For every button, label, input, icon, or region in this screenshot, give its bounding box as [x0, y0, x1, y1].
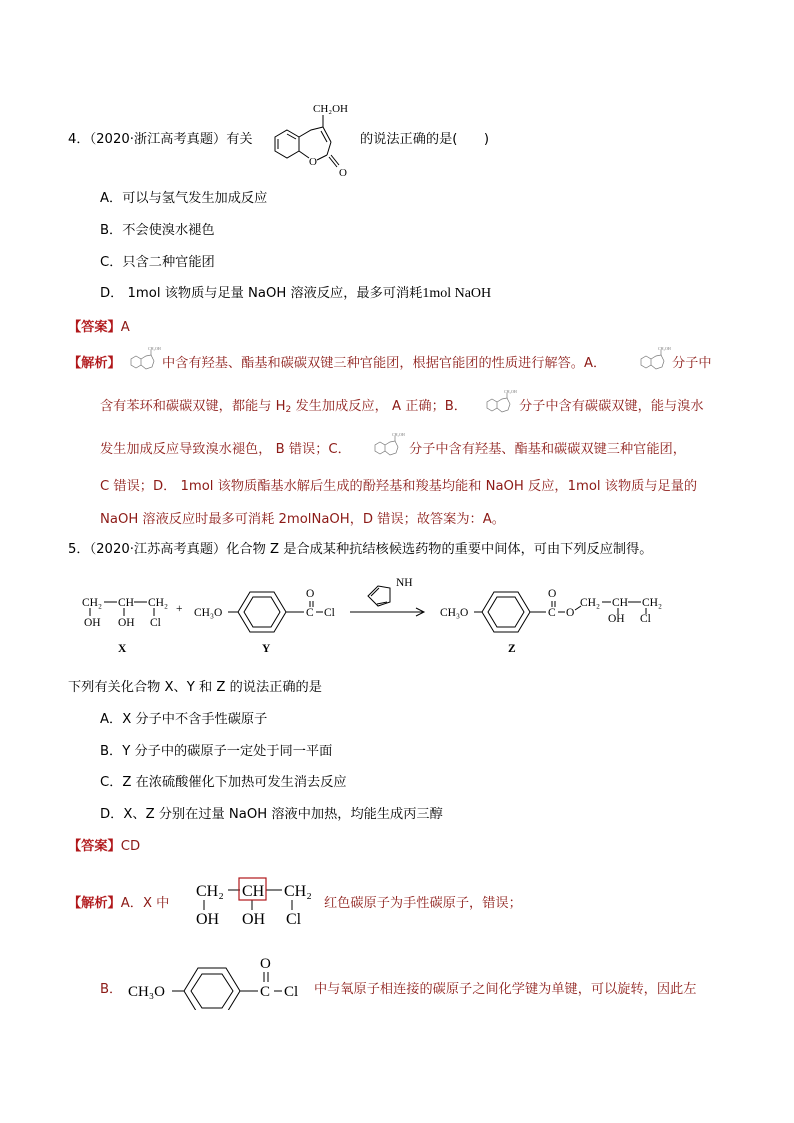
- y-cl: Cl: [324, 607, 335, 619]
- q4-analysis-text-3b: 分子中含有羟基、酯基和碳碳双键三种官能团，: [409, 442, 686, 457]
- z-c: C: [548, 607, 556, 619]
- x-cl: Cl: [150, 617, 161, 629]
- q4-analysis-text-1b: 分子中: [672, 356, 712, 371]
- q4-mol-label-ch2oh: CH₂OH: [313, 103, 349, 115]
- catalyst-nh: NH: [396, 577, 413, 589]
- y-ch3o: CH₃O: [194, 607, 223, 619]
- q4-answer-tag: 【答案】: [68, 320, 121, 335]
- q4-source: （2020·浙江高考真题）: [89, 132, 227, 147]
- q5-answer-value: CD: [120, 839, 141, 854]
- q4-analysis-h2-subscript: 2: [285, 405, 292, 415]
- svg-text:CH₂OH: CH₂OH: [392, 432, 405, 437]
- ay-o: O: [260, 956, 271, 972]
- q4-answer: [68, 316, 130, 335]
- q4-analysis-tag: 【解析】: [68, 356, 121, 371]
- ax-ch2-2: CH₂: [284, 883, 312, 900]
- q4-mini-molecule-2: [638, 346, 672, 372]
- q4-option-d: [100, 282, 491, 302]
- q4-analysis-text-2b: 发生加成反应， A 正确；B．: [291, 399, 467, 414]
- x-ch2-2: CH₂: [148, 597, 168, 609]
- q5-question: 下列有关化合物 X、Y 和 Z 的说法正确的是: [68, 680, 322, 695]
- q5-analysis-tag: 【解析】: [68, 896, 121, 911]
- ay-ch3o: CH₃O: [128, 984, 165, 1000]
- z-o-carbonyl: O: [548, 588, 557, 600]
- q5-stem: 化合物 Z 是合成某种抗结核候选药物的重要中间体，可由下列反应制得。: [226, 542, 653, 557]
- y-c: C: [306, 607, 314, 619]
- compound-z-label: Z: [508, 643, 516, 655]
- q4-option-d-text: D． 1mol 该物质与足量 NaOH 溶液反应，最多可消耗: [100, 286, 423, 301]
- ax-oh-1: OH: [196, 911, 220, 928]
- q4-analysis-text-3a: 发生加成反应导致溴水褪色， B 错误；C．: [100, 442, 351, 457]
- q5-stem-line: [68, 538, 652, 557]
- ax-ch2-1: CH₂: [196, 883, 224, 900]
- z-ch2-1: CH₂: [580, 597, 600, 609]
- q4-molecule-structure: [265, 100, 357, 178]
- q5-analysis-b-suffix: 中与氧原子相连接的碳原子之间化学键为单键，可以旋转，因此左: [314, 982, 697, 997]
- q5-analysis-b-prefix: B．: [100, 982, 123, 997]
- q5-answer-tag: 【答案】: [68, 839, 121, 854]
- q4-analysis-text-2c: 分子中含有碳碳双键，能与溴水: [519, 399, 704, 414]
- svg-text:CH₂OH: CH₂OH: [148, 346, 161, 351]
- q4-mini-molecule-3: [484, 389, 518, 415]
- z-ch2-2: CH₂: [642, 597, 662, 609]
- q4-option-d-tail: 1mol NaOH: [422, 286, 492, 301]
- z-ch3o: CH₃O: [440, 607, 469, 619]
- q4-mol-label-o1: O: [309, 156, 317, 168]
- q4-analysis-line-2: [100, 395, 467, 415]
- q5-analysis-a-prefix: A．X 中: [120, 896, 170, 911]
- ay-c: C: [260, 984, 271, 1000]
- z-o-ester: O: [566, 607, 575, 619]
- q4-option-a: A．可以与氢气发生加成反应: [100, 191, 268, 206]
- ax-cl: Cl: [286, 911, 302, 928]
- q4-analysis-text-1a: 中含有羟基、酯基和碳碳双键三种官能团，根据官能团的性质进行解答。A．: [162, 356, 607, 371]
- y-o: O: [306, 588, 315, 600]
- compound-x-label: X: [118, 643, 127, 655]
- q5-analysis-a-suffix: 红色碳原子为手性碳原子，错误；: [324, 896, 522, 911]
- ay-cl: Cl: [284, 984, 299, 1000]
- q5-analysis-y-structure: [126, 954, 312, 1010]
- x-ch2-1: CH₂: [82, 597, 102, 609]
- q4-number: 4．: [68, 132, 90, 147]
- q5-answer: [68, 835, 140, 854]
- x-oh-2: OH: [118, 617, 135, 629]
- q5-option-d: D．X、Z 分别在过量 NaOH 溶液中加热，均能生成丙三醇: [100, 807, 443, 822]
- q5-analysis-x-structure: [192, 874, 322, 930]
- q4-lead: 有关: [226, 132, 253, 147]
- q4-answer-value: A: [120, 320, 130, 335]
- q4-stem-line: [68, 128, 253, 147]
- q4-mini-molecule-1: [128, 346, 162, 372]
- svg-text:CH₂OH: CH₂OH: [658, 346, 671, 351]
- q5-number: 5．: [68, 542, 90, 557]
- ax-ch: CH: [242, 883, 265, 900]
- ax-oh-2: OH: [242, 911, 266, 928]
- q4-analysis-line-5: NaOH 溶液反应时最多可消耗 2molNaOH，D 错误；故答案为：A。: [100, 512, 505, 527]
- q5-option-c: C．Z 在浓硫酸催化下加热可发生消去反应: [100, 775, 347, 790]
- q5-analysis-a: [68, 892, 169, 911]
- q4-mini-molecule-4: [372, 432, 406, 458]
- svg-text:CH₂OH: CH₂OH: [504, 389, 517, 394]
- q4-analysis-line-4: C 错误；D． 1mol 该物质酯基水解后生成的酚羟基和羧基均能和 NaOH 反应，1mol 该物质与足量的: [100, 479, 698, 494]
- q5-option-b: B．Y 分子中的碳原子一定处于同一平面: [100, 744, 333, 759]
- z-oh: OH: [608, 613, 625, 625]
- x-oh-1: OH: [84, 617, 101, 629]
- z-ch: CH: [612, 597, 628, 609]
- x-ch: CH: [118, 597, 134, 609]
- q4-option-c: C．只含二种官能团: [100, 255, 215, 270]
- q4-option-b: B．不会使溴水褪色: [100, 223, 215, 238]
- q4-analysis-line-1: [68, 352, 121, 371]
- q5-option-a: A．X 分子中不含手性碳原子: [100, 712, 268, 727]
- q4-analysis-text-2a: 含有苯环和碳碳双键，都能与 H: [100, 399, 286, 414]
- plus-sign: +: [176, 603, 183, 615]
- q4-mol-label-o2: O: [339, 167, 347, 178]
- q4-stem-tail: 的说法正确的是( ): [360, 132, 489, 147]
- z-cl: Cl: [640, 613, 651, 625]
- q5-source: （2020·江苏高考真题）: [89, 542, 227, 557]
- compound-y-label: Y: [262, 643, 271, 655]
- q5-reaction-scheme: [78, 566, 688, 658]
